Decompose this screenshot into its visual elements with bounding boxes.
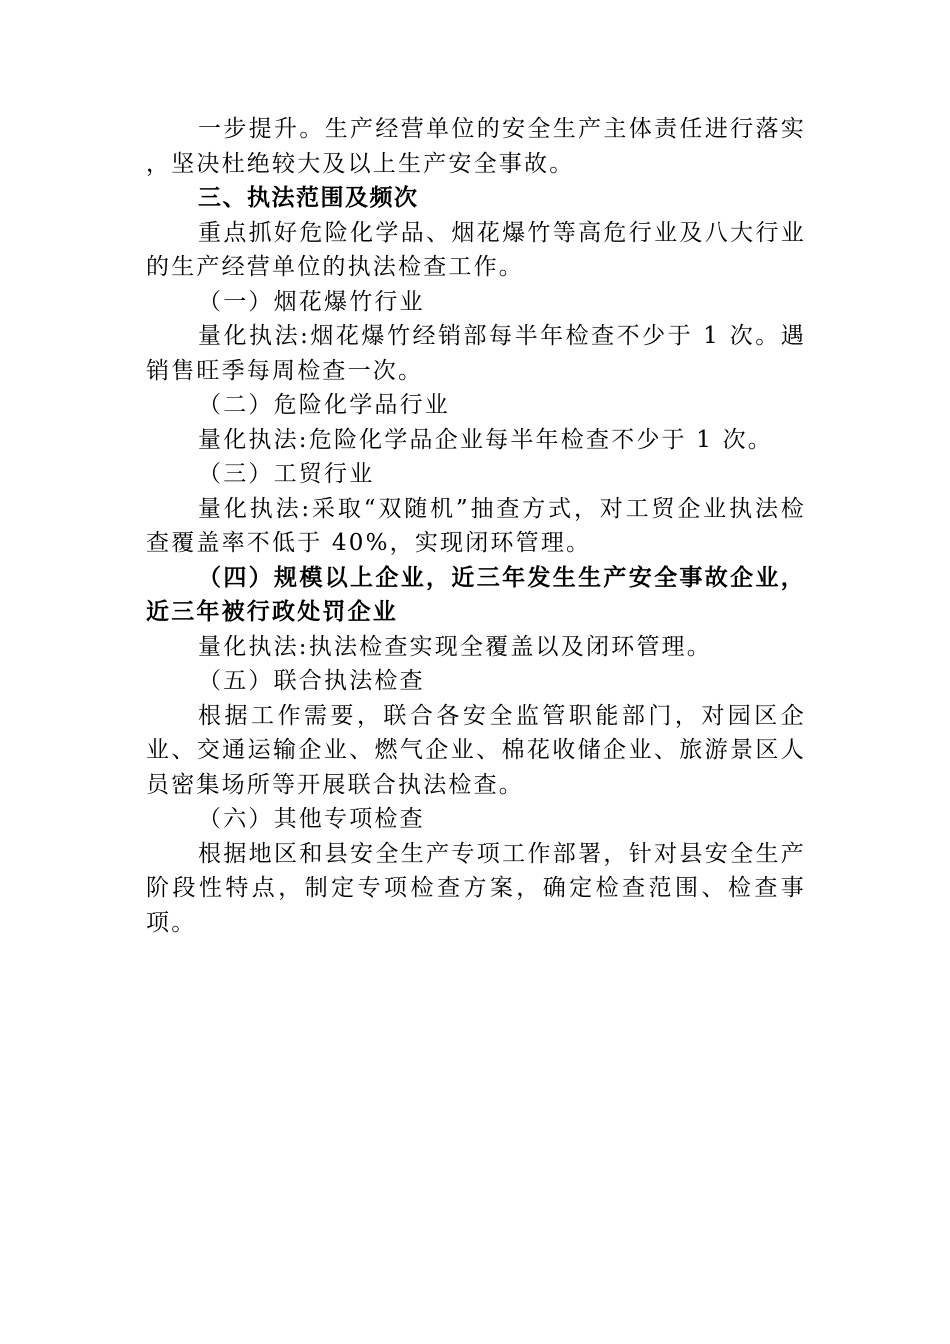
subheading-large-enterprises: （四）规模以上企业，近三年发生生产安全事故企业，近三年被行政处罚企业 [146, 563, 806, 625]
paragraph-scope: 重点抓好危险化学品、烟花爆竹等高危行业及八大行业的生产经营单位的执法检查工作。 [146, 219, 806, 280]
paragraph-joint-inspection: 根据工作需要，联合各安全监管职能部门，对园区企业、交通运输企业、燃气企业、棉花收储企业、旅游景区人员密集场所等开展联合执法检查。 [146, 702, 806, 798]
subheading-fireworks: （一）烟花爆竹行业 [198, 288, 425, 315]
section-heading-3: 三、执法范围及频次 [198, 184, 419, 211]
paragraph-hazardous-chemicals: 量化执法:危险化学品企业每半年检查不少于 1 次。 [198, 426, 774, 453]
subheading-special-inspection: （六）其他专项检查 [198, 806, 425, 832]
subheading-hazardous-chemicals: （二）危险化学品行业 [198, 392, 450, 418]
paragraph-fireworks: 量化执法:烟花爆竹经销部每半年检查不少于 1 次。遇销售旺季每周检查一次。 [146, 323, 806, 384]
paragraph-industry-trade: 量化执法:采取“双随机”抽查方式，对工贸企业执法检查覆盖率不低于 40%，实现闭环管理。 [146, 495, 806, 556]
subheading-industry-trade: （三）工贸行业 [198, 461, 375, 487]
paragraph-large-enterprises: 量化执法:执法检查实现全覆盖以及闭环管理。 [198, 633, 712, 660]
paragraph-special-inspection: 根据地区和县安全生产专项工作部署，针对县安全生产阶段性特点，制定专项检查方案，确定检查范围、检查事项。 [146, 840, 806, 936]
paragraph-continuation: 一步提升。生产经营单位的安全生产主体责任进行落实 ，坚决杜绝较大及以上生产安全事故。 [146, 116, 806, 177]
document-page [146, 112, 806, 940]
subheading-joint-inspection: （五）联合执法检查 [198, 668, 425, 694]
